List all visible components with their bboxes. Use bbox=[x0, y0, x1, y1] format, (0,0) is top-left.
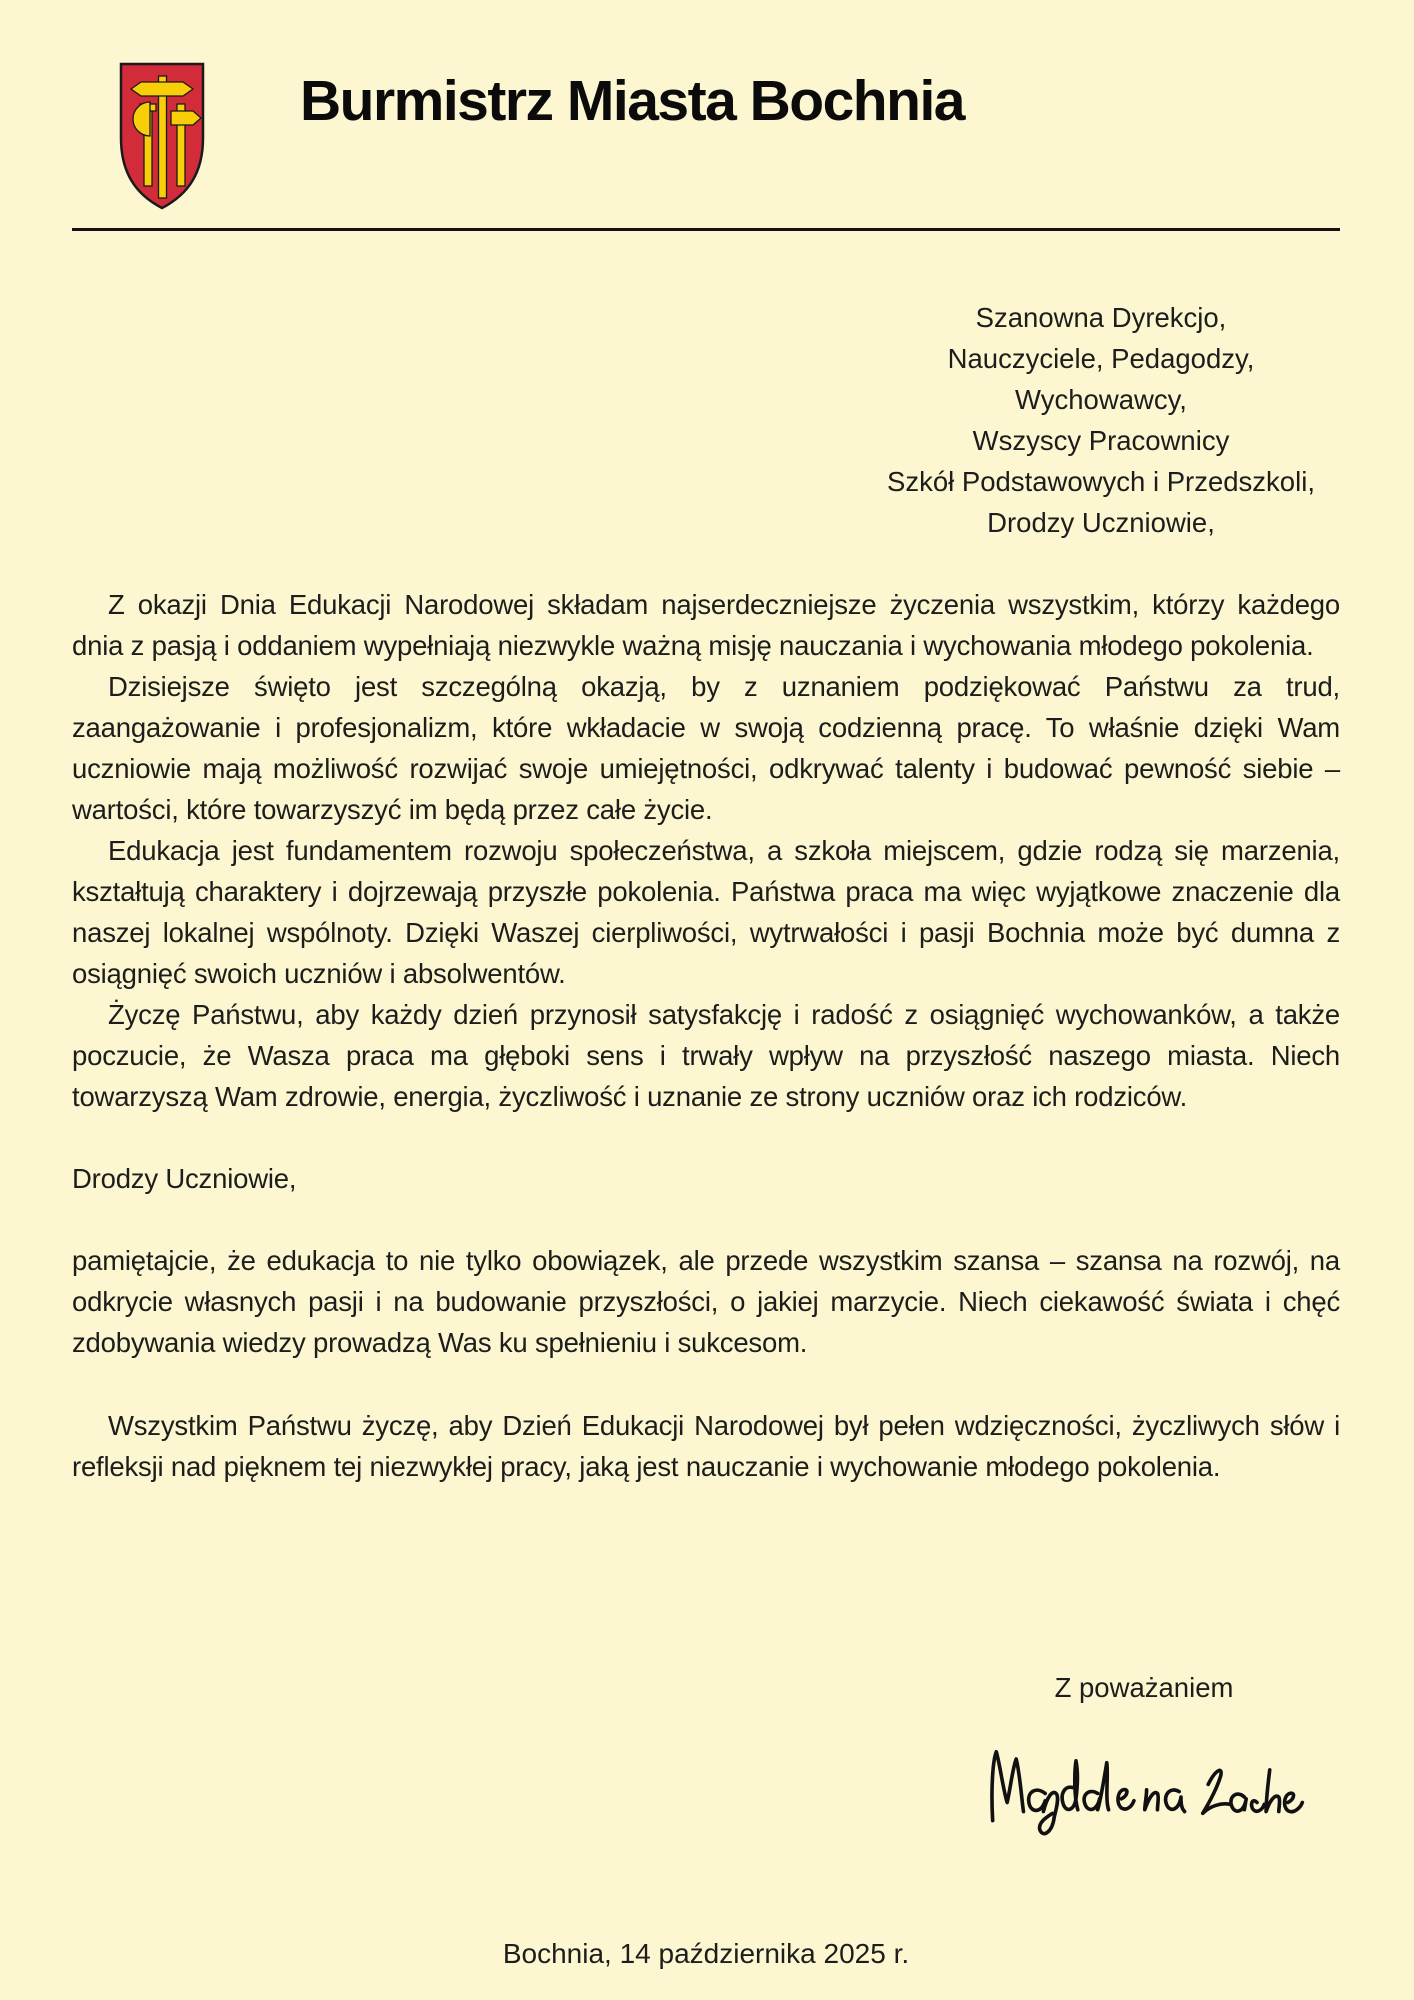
bochnia-coat-of-arms-icon bbox=[117, 60, 207, 212]
salutation-line: Wszyscy Pracownicy bbox=[972, 425, 1230, 456]
salutation-line: Szkół Podstawowych i Przedszkoli, bbox=[887, 466, 1315, 497]
salutation-line: Szanowna Dyrekcjo, bbox=[975, 302, 1227, 333]
students-paragraph: pamiętajcie, że edukacja to nie tylko obowiązek, ale przede wszystkim szansa – szansa na rozwój, na odkrycie własnych pasji i na budowanie przyszłości, o jakiej marzycie. Niech ciekawość świata i chęć zdobywania wiedzy prowadzą Was ku spełnieniu i sukcesom. bbox=[72, 1245, 1340, 1358]
header-divider bbox=[72, 228, 1340, 231]
salutation-line: Drodzy Uczniowie, bbox=[987, 507, 1215, 538]
letter-body bbox=[72, 584, 1340, 1487]
body-paragraph: Dzisiejsze święto jest szczególną okazją, by z uznaniem podziękować Państwu za trud, zaangażowanie i profesjonalizm, które wkładacie w swoją codzienną pracę. To właśnie dzięki Wam uczniowie mają możliwość rozwijać swoje umiejętności, odkrywać talenty i budować pewność siebie – wartości, które towarzyszyć im będą przez całe życie. bbox=[72, 671, 1340, 825]
closing-paragraph: Wszystkim Państwu życzę, aby Dzień Edukacji Narodowej był pełen wdzięczności, życzliwych słów i refleksji nad pięknem tej niezwykłej pracy, jaką jest nauczanie i wychowanie młodego pokolenia. bbox=[72, 1410, 1340, 1482]
body-paragraph: Życzę Państwu, aby każdy dzień przynosił satysfakcję i radość z osiągnięć wychowanków, a także poczucie, że Wasza praca ma głęboki sens i trwały wpływ na przyszłość naszego miasta. Niech towarzyszą Wam zdrowie, energia, życzliwość i uznanie ze strony uczniów oraz ich rodziców. bbox=[72, 999, 1340, 1112]
valediction: Z poważaniem bbox=[1054, 1672, 1234, 1703]
salutation-line: Nauczyciele, Pedagodzy, bbox=[947, 343, 1255, 374]
salutation-line: Wychowawcy, bbox=[1015, 384, 1187, 415]
body-paragraph: Z okazji Dnia Edukacji Narodowej składam najserdeczniejsze życzenia wszystkim, którzy każdego dnia z pasją i oddaniem wypełniają niezwykle ważną misję nauczania i wychowania młodego pokolenia. bbox=[72, 589, 1340, 661]
date-line: Bochnia, 14 października 2025 r. bbox=[502, 1938, 910, 1969]
body-paragraph: Edukacja jest fundamentem rozwoju społeczeństwa, a szkoła miejscem, gdzie rodzą się marzenia, kształtują charaktery i dojrzewają przyszłe pokolenia. Państwa praca ma więc wyjątkowe znaczenie dla naszej lokalnej wspólnoty. Dzięki Waszej cierpliwości, wytrwałości i pasji Bochnia może być dumna z osiągnięć swoich uczniów i absolwentów. bbox=[72, 835, 1340, 989]
signature-handwriting bbox=[980, 1732, 1315, 1844]
page-title: Burmistrz Miasta Bochnia bbox=[300, 69, 964, 133]
salutation-block bbox=[866, 297, 1336, 543]
students-heading: Drodzy Uczniowie, bbox=[72, 1163, 297, 1194]
